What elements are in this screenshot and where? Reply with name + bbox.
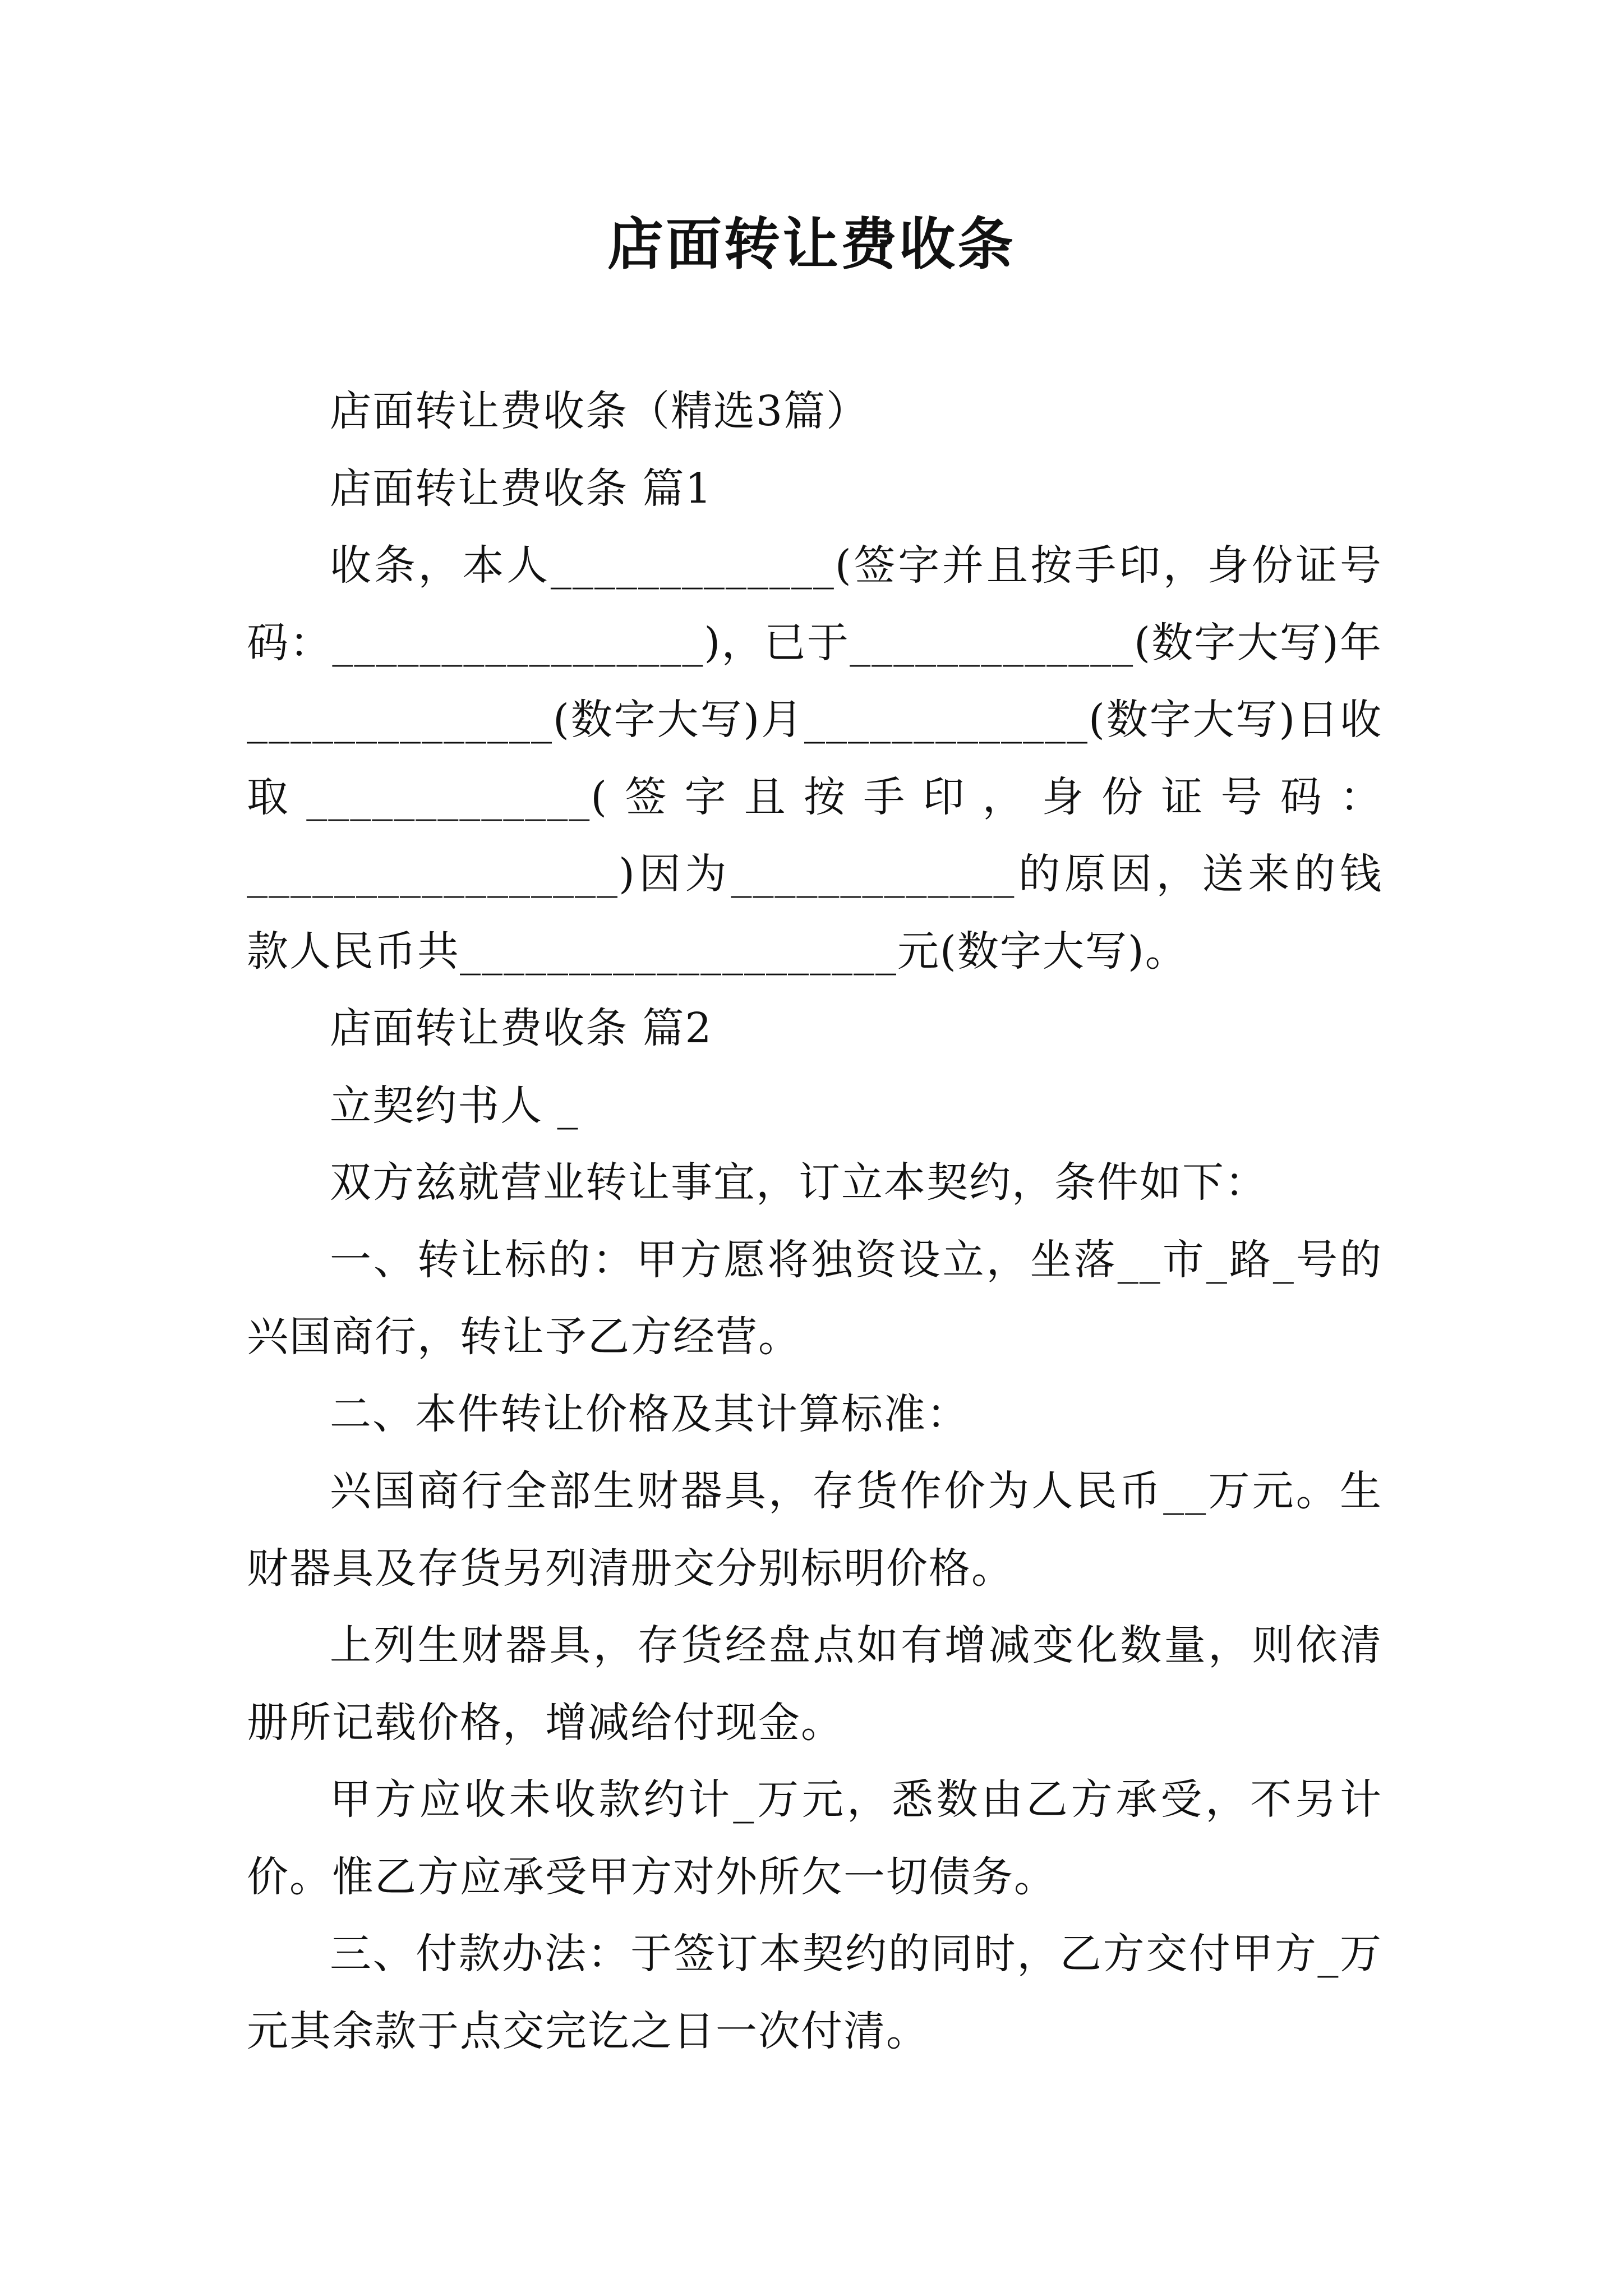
- subtitle-selected: 店面转让费收条（精选3篇）: [330, 387, 869, 435]
- clause-2-receivables: 甲方应收未收款约计_万元，悉数由乙方承受，不另计价。惟乙方应承受甲方对外所欠一切债务。: [247, 1775, 1382, 1901]
- clause-2-heading: 二、本件转让价格及其计算标准：: [330, 1389, 969, 1438]
- contract-intro: 双方兹就营业转让事宜，订立本契约，条件如下：: [330, 1158, 1267, 1207]
- clause-1: 一、转让标的：甲方愿将独资设立，坐落__市_路_号的兴国商行，转让予乙方经营。: [247, 1235, 1382, 1361]
- section-heading-2: 店面转让费收条 篇2: [330, 1004, 713, 1052]
- clause-3-payment: 三、付款办法：于签订本契约的同时，乙方交付甲方_万元其余款于点交完讫之日一次付清。: [247, 1930, 1382, 2055]
- contract-party-line: 立契约书人 _: [330, 1081, 579, 1130]
- receipt-paragraph: 收条，本人_____________(签字并且按手印，身份证号码：_________________)，已于_____________(数字大写)年______________(数字大写)月_____________(数字大写)日收取_____________(签字且按手印，身份证号码：_________________)因为_____________的原因，送来的钱款人民币共____________________元(数字大写)。: [247, 541, 1382, 976]
- clause-2-adjustment: 上列生财器具，存货经盘点如有增减变化数量，则依清册所记载价格，增减给付现金。: [247, 1621, 1382, 1747]
- clause-2-price: 兴国商行全部生财器具，存货作价为人民币__万元。生财器具及存货另列清册交分别标明价格。: [247, 1467, 1382, 1593]
- section-heading-1: 店面转让费收条 篇1: [330, 464, 713, 513]
- document-body: [247, 373, 1382, 2070]
- document-title: 店面转让费收条: [607, 211, 1016, 277]
